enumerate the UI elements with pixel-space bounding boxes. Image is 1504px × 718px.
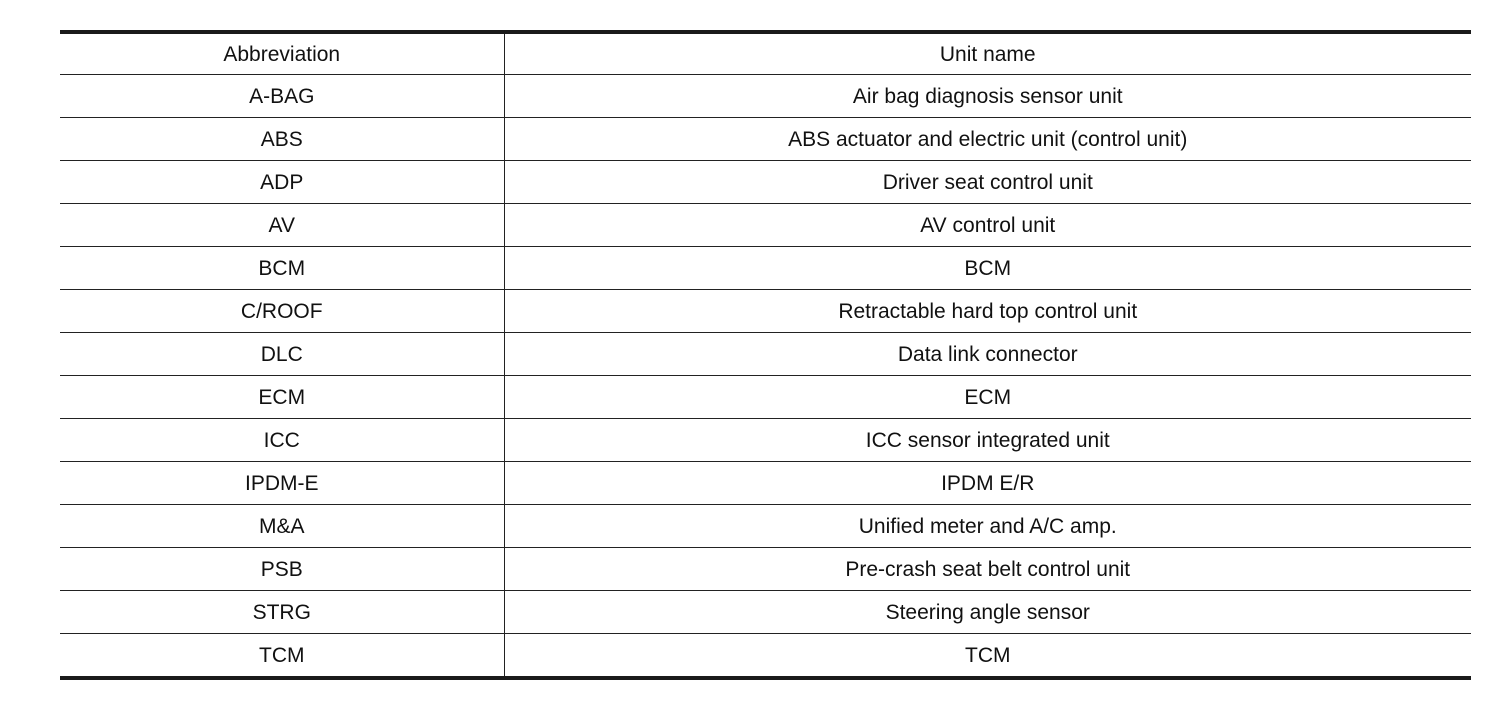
table-row [60,634,1471,677]
unit-name-cell: Pre-crash seat belt control unit [504,548,1471,591]
abbreviation-cell: ADP [60,161,504,204]
abbreviation-cell: TCM [60,634,504,677]
unit-abbreviation-table [60,30,1471,680]
table-row [60,548,1471,591]
header-abbreviation: Abbreviation [60,34,504,75]
abbreviation-cell: BCM [60,247,504,290]
abbreviation-cell: ECM [60,376,504,419]
unit-name-cell: AV control unit [504,204,1471,247]
table-row [60,204,1471,247]
abbreviation-cell: M&A [60,505,504,548]
table-row [60,591,1471,634]
table-row [60,419,1471,462]
unit-name-cell: Steering angle sensor [504,591,1471,634]
abbreviation-cell: C/ROOF [60,290,504,333]
unit-name-cell: Retractable hard top control unit [504,290,1471,333]
table-row [60,75,1471,118]
table-row [60,505,1471,548]
header-row [60,34,1471,75]
table-row [60,376,1471,419]
unit-name-cell: Air bag diagnosis sensor unit [504,75,1471,118]
abbreviation-table [60,34,1471,676]
unit-name-cell: IPDM E/R [504,462,1471,505]
abbreviation-cell: DLC [60,333,504,376]
abbreviation-cell: ICC [60,419,504,462]
unit-name-cell: Driver seat control unit [504,161,1471,204]
table-row [60,118,1471,161]
abbreviation-cell: STRG [60,591,504,634]
unit-name-cell: ECM [504,376,1471,419]
unit-name-cell: Data link connector [504,333,1471,376]
unit-name-cell: ICC sensor integrated unit [504,419,1471,462]
table-row [60,247,1471,290]
abbreviation-cell: A-BAG [60,75,504,118]
unit-name-cell: BCM [504,247,1471,290]
header-unit-name: Unit name [504,34,1471,75]
table-row [60,290,1471,333]
abbreviation-cell: ABS [60,118,504,161]
table-bottom-rule [60,676,1471,680]
unit-name-cell: Unified meter and A/C amp. [504,505,1471,548]
unit-name-cell: ABS actuator and electric unit (control unit) [504,118,1471,161]
table-row [60,161,1471,204]
abbreviation-cell: IPDM-E [60,462,504,505]
table-row [60,462,1471,505]
table-row [60,333,1471,376]
unit-name-cell: TCM [965,643,1011,667]
abbreviation-cell: PSB [60,548,504,591]
abbreviation-cell: AV [60,204,504,247]
